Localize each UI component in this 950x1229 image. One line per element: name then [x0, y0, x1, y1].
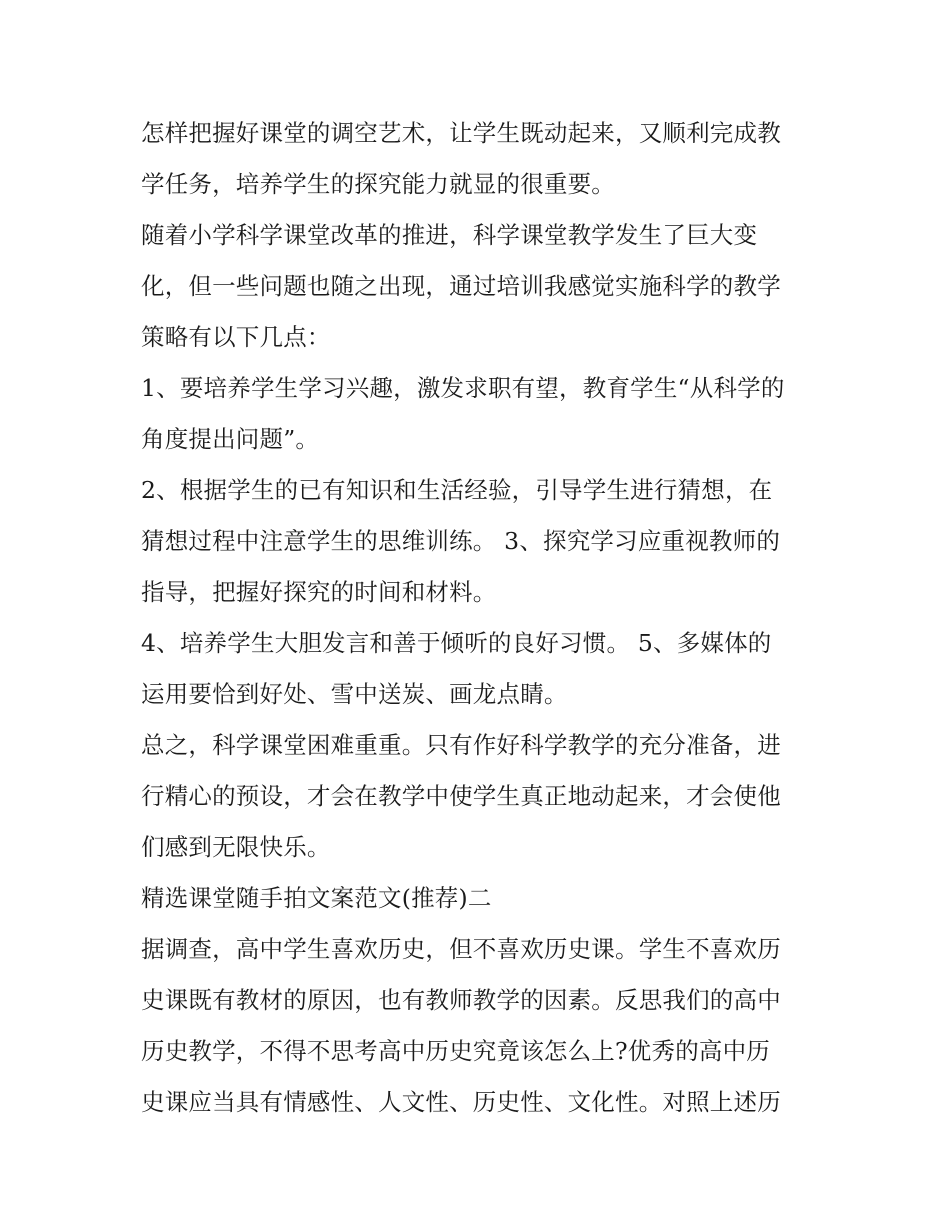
text-line: 策略有以下几点： — [141, 323, 331, 351]
text-line: 随着小学科学课堂改革的推进，科学课堂教学发生了巨大变 — [141, 221, 758, 249]
text-line: 怎样把握好课堂的调空艺术，让学生既动起来，又顺利完成教 — [141, 119, 781, 147]
text-line: 史课既有教材的原因，也有教师教学的因素。反思我们的高中 — [141, 986, 781, 1014]
text-line: 运用要恰到好处、雪中送炭、画龙点睛。 — [141, 680, 568, 708]
list-item-line: 2、根据学生的已有知识和生活经验，引导学生进行猜想，在 — [141, 476, 773, 504]
section-heading: 精选课堂随手拍文案范文(推荐)二 — [141, 884, 492, 912]
text-line: 史课应当具有情感性、人文性、历史性、文化性。对照上述历 — [141, 1088, 781, 1116]
text-line: 指导，把握好探究的时间和材料。 — [141, 578, 497, 606]
text-line: 学任务，培养学生的探究能力就显的很重要。 — [141, 170, 615, 198]
text-line: 猜想过程中注意学生的思维训练。 3、探究学习应重视教师的 — [141, 527, 781, 555]
text-line: 角度提出问题”。 — [141, 425, 320, 453]
text-line: 化，但一些问题也随之出现，通过培训我感觉实施科学的教学 — [141, 272, 781, 300]
list-item-line: 4、培养学生大胆发言和善于倾听的良好习惯。 5、多媒体的 — [141, 629, 772, 657]
text-line: 据调查，高中学生喜欢历史，但不喜欢历史课。学生不喜欢历 — [141, 935, 781, 963]
document-body — [141, 108, 821, 1128]
text-line: 们感到无限快乐。 — [141, 833, 331, 861]
text-line: 行精心的预设，才会在教学中使学生真正地动起来，才会使他 — [141, 782, 781, 810]
list-item-line: 1、要培养学生学习兴趣，激发求职有望，教育学生“从科学的 — [141, 374, 785, 402]
text-line: 历史教学，不得不思考高中历史究竟该怎么上?优秀的高中历 — [141, 1037, 770, 1065]
text-line: 总之，科学课堂困难重重。只有作好科学教学的充分准备，进 — [141, 731, 781, 759]
